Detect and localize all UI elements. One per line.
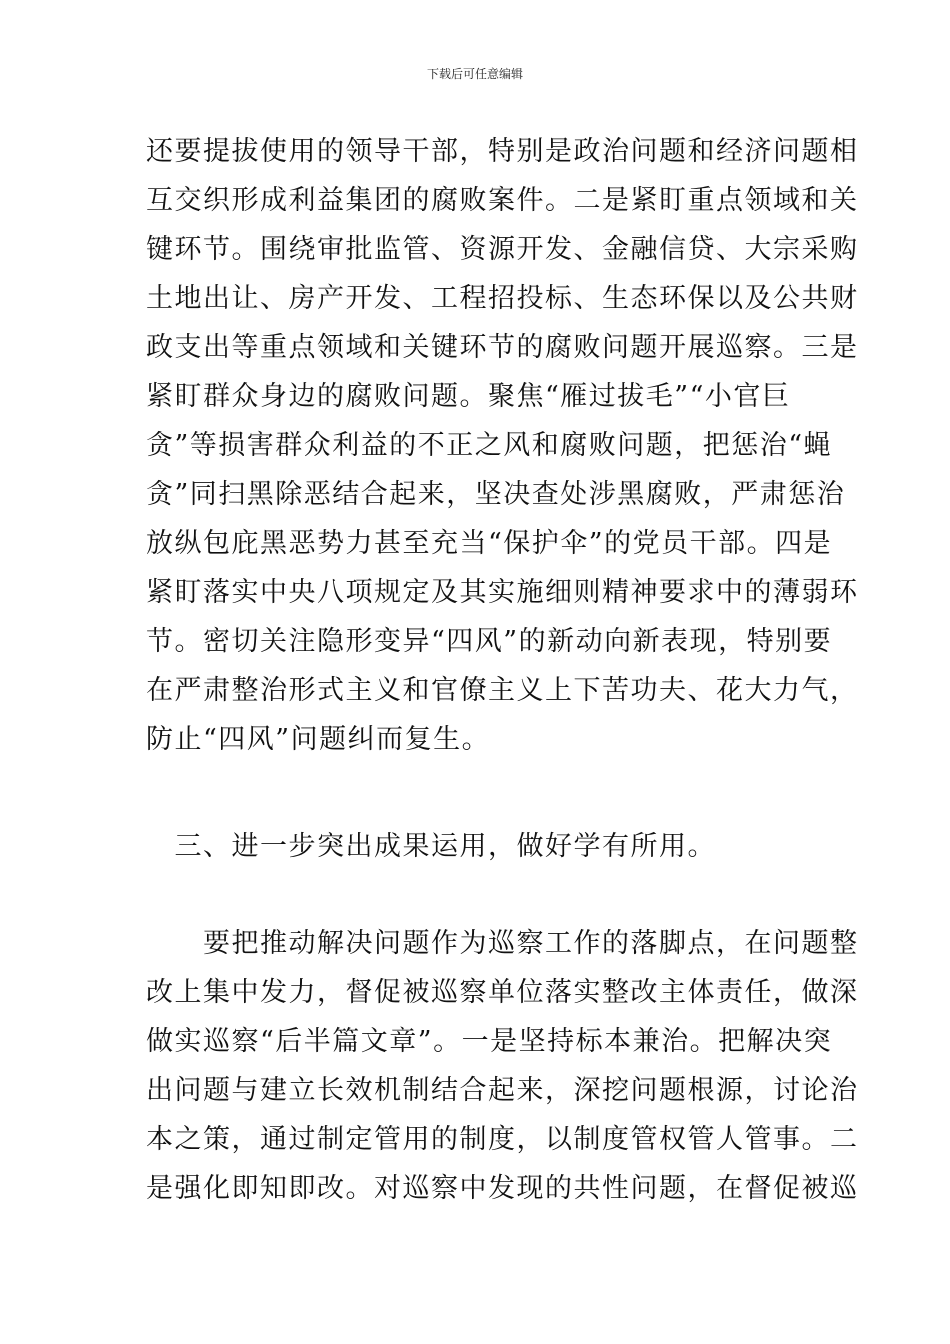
text-line: 贪”同扫黑除恶结合起来，坚决查处涉黑腐败，严肃惩治 <box>146 479 846 510</box>
text-line: 键环节。围绕审批监管、资源开发、金融信贷、大宗采购 <box>146 234 859 265</box>
text-line: 贪”等损害群众利益的不正之风和腐败问题，把惩治“蝇 <box>146 430 833 461</box>
text-line: 防止“四风”问题纠而复生。 <box>146 724 491 755</box>
text-line: 紧盯落实中央八项规定及其实施细则精神要求中的薄弱环 <box>146 577 859 608</box>
text-line: 土地出让、房产开发、工程招投标、生态环保以及公共财 <box>146 283 859 314</box>
text-line: 互交织形成利益集团的腐败案件。二是紧盯重点领域和关 <box>146 185 859 216</box>
text-line: 紧盯群众身边的腐败问题。聚焦“雁过拔毛”“小官巨 <box>146 381 791 412</box>
text-line: 要把推动解决问题作为巡察工作的落脚点，在问题整 <box>146 928 859 959</box>
text-line: 还要提拔使用的领导干部，特别是政治问题和经济问题相 <box>146 136 859 167</box>
text-line: 出问题与建立长效机制结合起来，深挖问题根源，讨论治 <box>146 1075 859 1106</box>
section-heading <box>146 822 808 871</box>
section-heading-text: 三、进一步突出成果运用，做好学有所用。 <box>146 831 716 862</box>
text-line: 改上集中发力，督促被巡察单位落实整改主体责任，做深 <box>146 977 859 1008</box>
text-line: 节。密切关注隐形变异“四风”的新动向新表现，特别要 <box>146 626 833 657</box>
text-line: 放纵包庇黑恶势力甚至充当“保护伞”的党员干部。四是 <box>146 528 833 559</box>
text-line: 本之策，通过制定管用的制度，以制度管权管人管事。二 <box>146 1124 859 1155</box>
paragraph-2 <box>146 919 859 1213</box>
paragraph-1 <box>146 127 859 764</box>
text-line: 做实巡察“后半篇文章”。一是坚持标本兼治。把解决突 <box>146 1026 833 1057</box>
page-header: 下载后可任意编辑 <box>426 67 523 81</box>
text-line: 是强化即知即改。对巡察中发现的共性问题，在督促被巡 <box>146 1173 859 1204</box>
text-line: 政支出等重点领域和关键环节的腐败问题开展巡察。三是 <box>146 332 859 363</box>
text-line: 在严肃整治形式主义和官僚主义上下苦功夫、花大力气， <box>146 675 859 706</box>
